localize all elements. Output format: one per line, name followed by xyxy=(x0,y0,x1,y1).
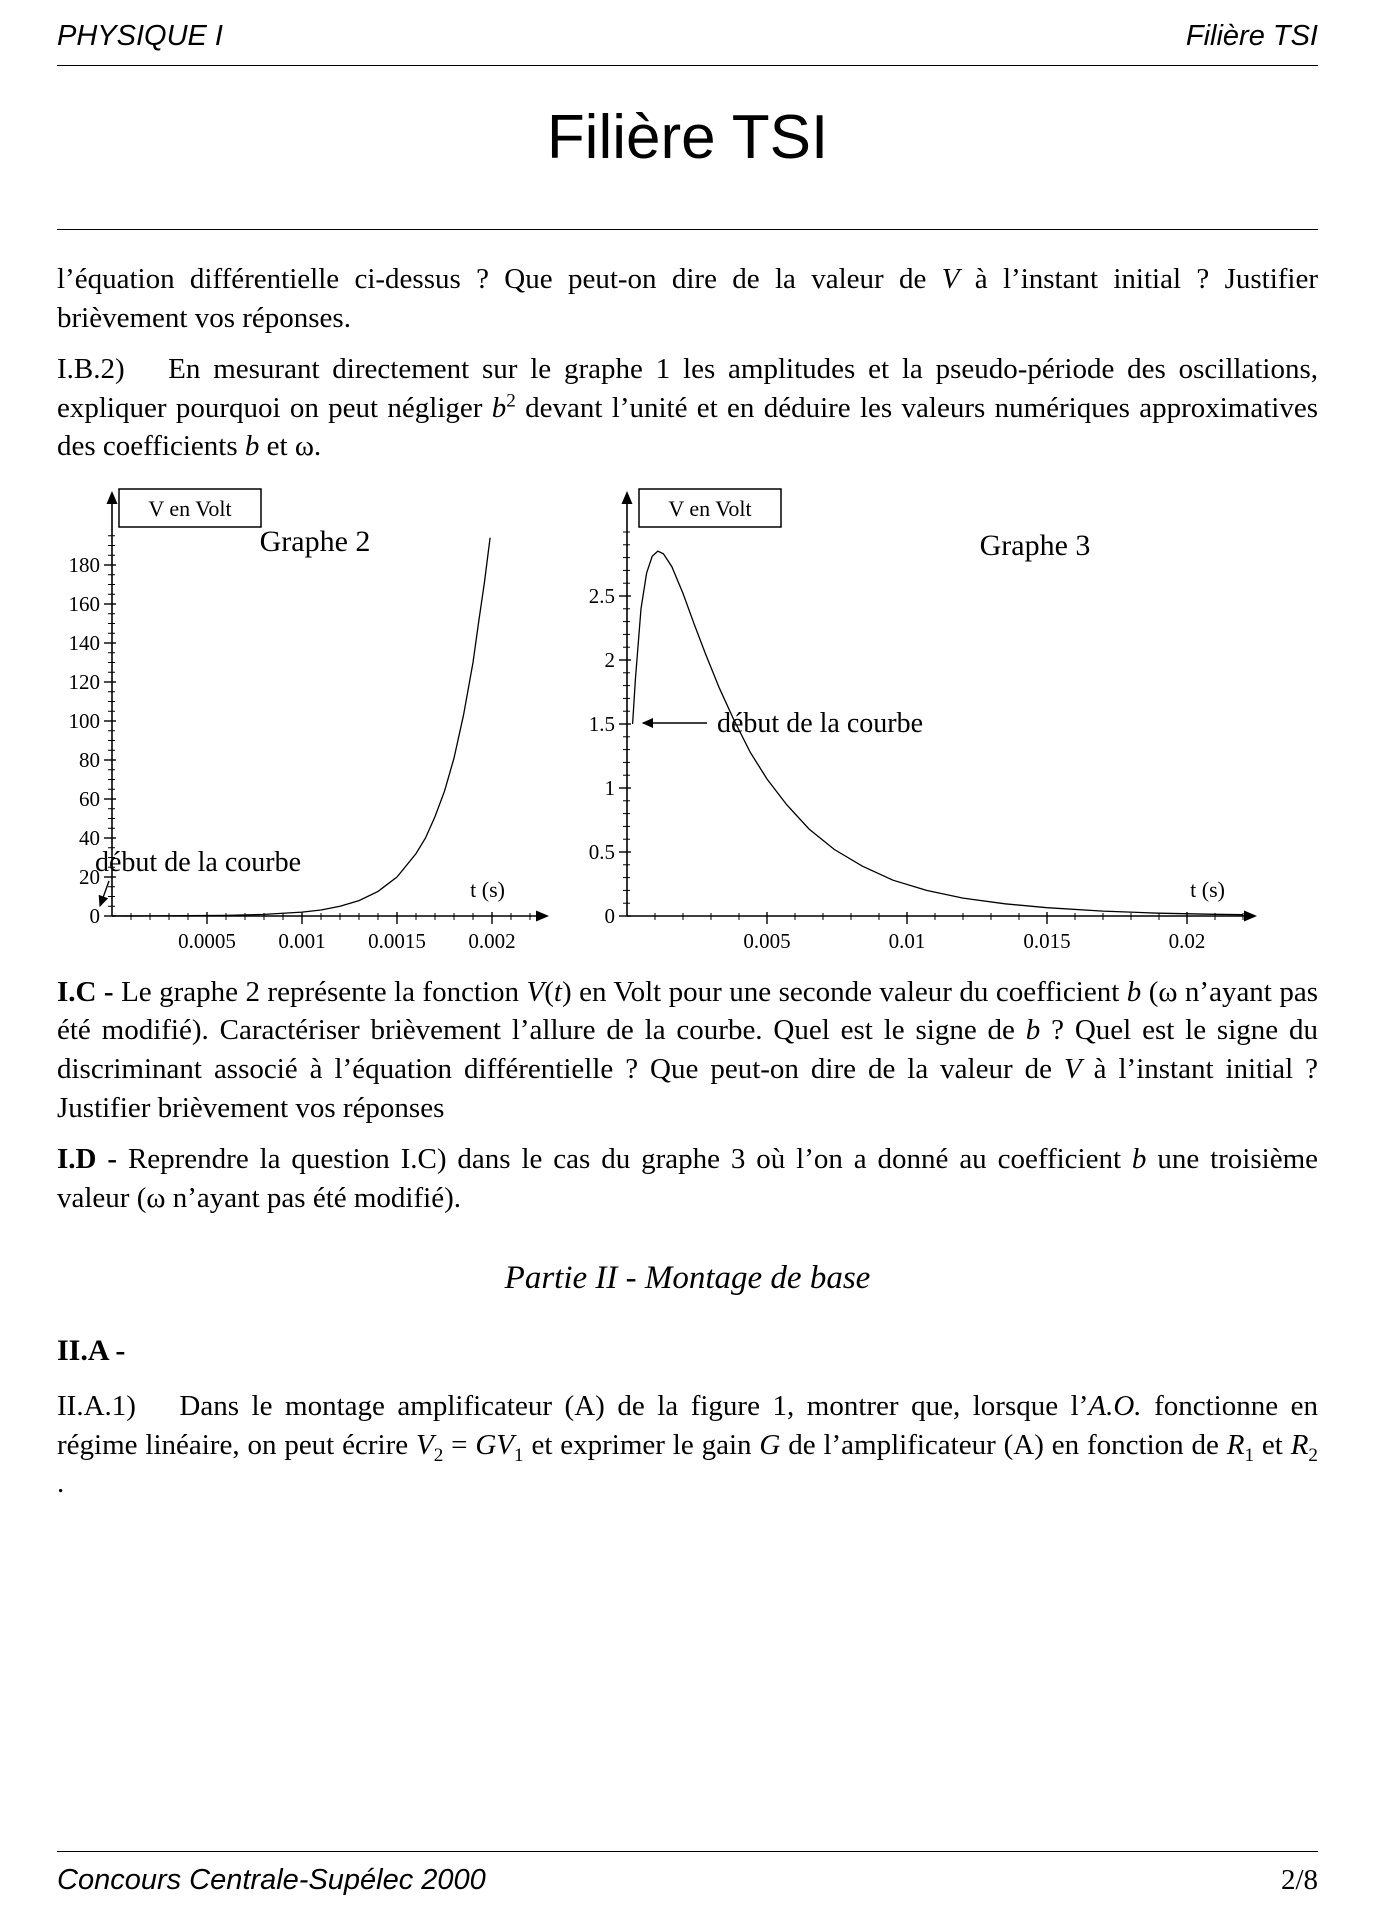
paragraph-ib2: I.B.2) En mesurant directement sur le graphe 1 les amplitudes et la pseudo-période des oscillations, expliquer pourquoi on peut négliger $b^2$ devant l’unité et en déduire les valeurs numériques approximatives des coefficients b et ω. xyxy=(57,353,1318,463)
header-left: PHYSIQUE I xyxy=(57,20,223,52)
x-tick-label: 0.005 xyxy=(743,928,791,953)
y-tick-label: 180 xyxy=(68,552,100,577)
part-ii-title: Partie II - Montage de base xyxy=(504,1260,871,1297)
graphe-2-chart xyxy=(57,479,565,957)
y-axis-label: V en Volt xyxy=(148,495,232,521)
x-axis-arrowhead xyxy=(536,910,549,921)
header-right: Filière TSI xyxy=(1185,20,1318,52)
y-tick-label: 40 xyxy=(79,825,100,850)
y-tick-label: 160 xyxy=(68,591,100,616)
y-axis-arrowhead xyxy=(107,491,118,504)
graphe-3-chart xyxy=(565,479,1318,957)
y-tick-label: 0 xyxy=(89,903,100,928)
paragraph-id: I.D - Reprendre la question I.C) dans le cas du graphe 3 où l’on a donné au coefficient b une troisième valeur (ω n’ayant pas été modifié). xyxy=(57,1143,1318,1214)
y-tick-label: 140 xyxy=(68,630,100,655)
paragraph-iia1: II.A.1) Dans le montage amplificateur (A) de la figure 1, montrer que, lorsque l’A.O. fonctionne en régime linéaire, on peut écrire $V_2 = GV_1$ et exprimer le gain G de l’amplificateur (A) en fonction de $R_1$ et $R_2$ . xyxy=(57,1389,1319,1500)
y-axis-arrowhead xyxy=(622,491,633,504)
x-axis-arrowhead xyxy=(1244,910,1257,921)
x-axis-label: t (s) xyxy=(470,876,505,902)
y-tick-label: 100 xyxy=(68,708,100,733)
annotation-label: début de la courbe xyxy=(717,707,924,739)
section-iia-label: II.A - xyxy=(57,1334,126,1368)
x-tick-label: 0.015 xyxy=(1023,928,1071,953)
x-tick-label: 0.0015 xyxy=(368,928,426,953)
x-tick-label: 0.001 xyxy=(278,928,326,953)
chart-title: Graphe 2 xyxy=(259,524,371,558)
title-divider xyxy=(57,229,1318,230)
document-body xyxy=(57,260,1318,1503)
y-tick-label: 1.5 xyxy=(588,711,615,736)
charts-row xyxy=(57,479,1318,957)
y-tick-label: 20 xyxy=(79,864,100,889)
paragraph-ic: I.C - Le graphe 2 représente la fonction V(t) en Volt pour une seconde valeur du coefficient b (ω n’ayant pas été modifié). Caractériser brièvement l’allure de la courbe. Quel est le signe de b ? Quel est le signe du discriminant associé à l’équation différentielle ? Que peut-on dire de la valeur de V à l’instant initial ? Justifier brièvement vos réponses xyxy=(57,975,1318,1124)
annotation-arrow xyxy=(100,881,109,906)
x-axis-label: t (s) xyxy=(1190,876,1225,902)
y-tick-label: 0 xyxy=(604,903,615,928)
y-tick-label: 2 xyxy=(604,647,615,672)
footer-page-number: 2/8 xyxy=(1280,1864,1318,1896)
y-tick-label: 120 xyxy=(68,669,100,694)
x-tick-label: 0.02 xyxy=(1168,928,1206,953)
x-tick-label: 0.0005 xyxy=(178,928,236,953)
x-tick-label: 0.01 xyxy=(888,928,926,953)
y-tick-label: 80 xyxy=(79,747,100,772)
annotation-label: début de la courbe xyxy=(95,846,302,878)
y-tick-label: 1 xyxy=(604,775,615,800)
document-title: Filière TSI xyxy=(546,103,829,172)
paragraph-intro: l’équation différentielle ci-dessus ? Que peut-on dire de la valeur de V à l’instant initial ? Justifier brièvement vos réponses. xyxy=(57,263,1319,334)
footer-concours-label: Concours Centrale-Supélec 2000 xyxy=(57,1864,486,1896)
x-tick-label: 0.002 xyxy=(468,928,516,953)
y-tick-label: 0.5 xyxy=(588,839,615,864)
page-footer xyxy=(57,1851,1318,1897)
y-tick-label: 2.5 xyxy=(588,583,615,608)
y-axis-label: V en Volt xyxy=(668,495,752,521)
y-tick-label: 60 xyxy=(79,786,100,811)
chart-title: Graphe 3 xyxy=(979,528,1091,562)
page-header xyxy=(57,20,1318,66)
